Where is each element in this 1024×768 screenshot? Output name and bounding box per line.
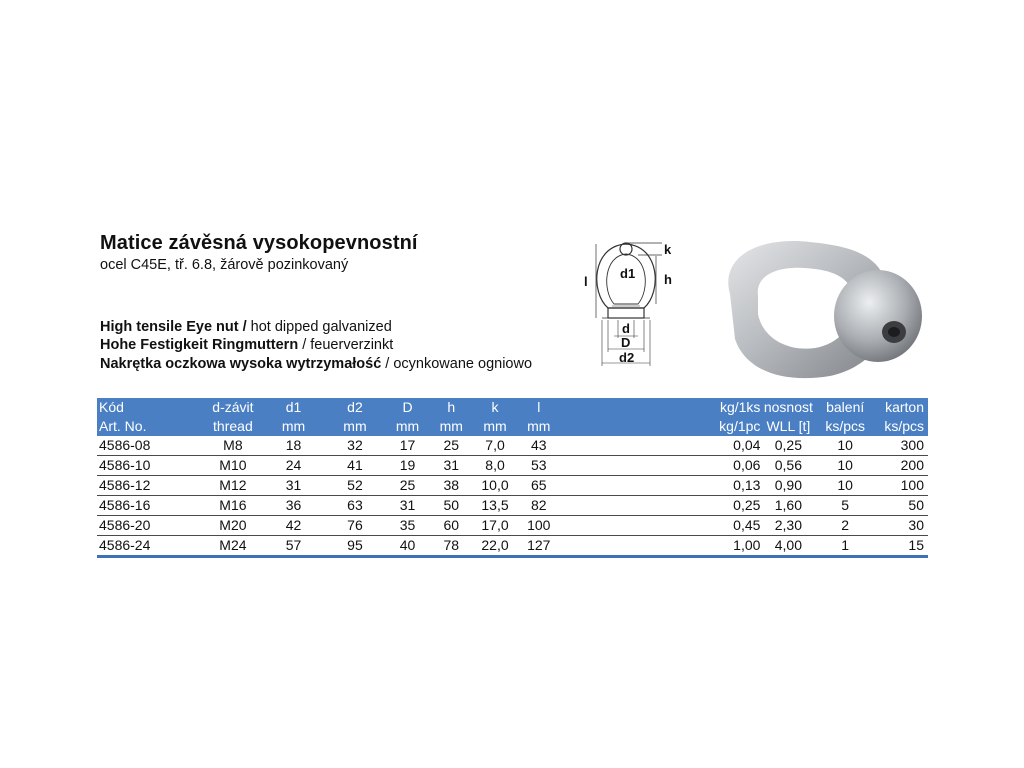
header-cell: mm bbox=[473, 417, 517, 436]
table-cell: 82 bbox=[517, 496, 561, 516]
header-cell: thread bbox=[203, 417, 263, 436]
description-en-normal: hot dipped galvanized bbox=[246, 319, 392, 335]
table-row bbox=[97, 516, 928, 536]
table-cell: 7,0 bbox=[473, 436, 517, 456]
table-cell: M12 bbox=[203, 476, 263, 496]
table-row bbox=[97, 496, 928, 516]
table-cell: 100 bbox=[874, 476, 928, 496]
table-cell: 25 bbox=[429, 436, 473, 456]
table-cell: 60 bbox=[429, 516, 473, 536]
label-l: l bbox=[584, 274, 588, 289]
table-cell: 4586-24 bbox=[97, 536, 203, 557]
table-cell: 50 bbox=[874, 496, 928, 516]
table-cell: 127 bbox=[517, 536, 561, 557]
row-spacer bbox=[561, 536, 709, 557]
table-cell: 42 bbox=[263, 516, 324, 536]
header-spacer bbox=[561, 417, 709, 436]
table-cell: 4586-16 bbox=[97, 496, 203, 516]
header-cell: Art. No. bbox=[97, 417, 203, 436]
header-cell: mm bbox=[324, 417, 385, 436]
description-de-normal: / feuerverzinkt bbox=[298, 337, 394, 353]
table-row bbox=[97, 456, 928, 476]
header-cell: d2 bbox=[324, 398, 385, 417]
header-cell: nosnost bbox=[760, 398, 816, 417]
header-cell: balení bbox=[816, 398, 874, 417]
table-cell: 40 bbox=[386, 536, 430, 557]
table-cell: 22,0 bbox=[473, 536, 517, 557]
table-cell: 0,04 bbox=[709, 436, 761, 456]
header-cell: mm bbox=[429, 417, 473, 436]
table-cell: 0,45 bbox=[709, 516, 761, 536]
eye-boss bbox=[834, 270, 922, 362]
header-cell: ks/pcs bbox=[874, 417, 928, 436]
header-cell: k bbox=[473, 398, 517, 417]
table-cell: 4586-08 bbox=[97, 436, 203, 456]
table-cell: 95 bbox=[324, 536, 385, 557]
table-cell: 15 bbox=[874, 536, 928, 557]
table-cell: 0,06 bbox=[709, 456, 761, 476]
table-cell: 100 bbox=[517, 516, 561, 536]
table-cell: 0,25 bbox=[709, 496, 761, 516]
table-cell: 41 bbox=[324, 456, 385, 476]
header-cell: h bbox=[429, 398, 473, 417]
header-cell: d-závit bbox=[203, 398, 263, 417]
header-cell: karton bbox=[874, 398, 928, 417]
table-cell: 10 bbox=[816, 456, 874, 476]
header-cell: kg/1ks bbox=[709, 398, 761, 417]
row-spacer bbox=[561, 476, 709, 496]
label-k: k bbox=[664, 242, 672, 257]
table-cell: 63 bbox=[324, 496, 385, 516]
table-cell: 31 bbox=[263, 476, 324, 496]
spec-table bbox=[97, 398, 928, 558]
table-cell: 19 bbox=[386, 456, 430, 476]
table-cell: 300 bbox=[874, 436, 928, 456]
table-cell: 1 bbox=[816, 536, 874, 557]
label-d2: d2 bbox=[619, 350, 635, 365]
header-cell: mm bbox=[386, 417, 430, 436]
table-cell: 0,25 bbox=[760, 436, 816, 456]
table-cell: 30 bbox=[874, 516, 928, 536]
label-d: d bbox=[622, 321, 630, 336]
table-cell: M8 bbox=[203, 436, 263, 456]
table-row bbox=[97, 436, 928, 456]
description-en bbox=[100, 318, 392, 336]
table-cell: M16 bbox=[203, 496, 263, 516]
table-cell: 17,0 bbox=[473, 516, 517, 536]
description-de bbox=[100, 336, 393, 354]
table-cell: 17 bbox=[386, 436, 430, 456]
description-de-bold: Hohe Festigkeit Ringmuttern bbox=[100, 337, 299, 353]
header-cell: mm bbox=[263, 417, 324, 436]
eye-nut-photo bbox=[710, 224, 932, 390]
product-title: Matice závěsná vysokopevnostní bbox=[100, 232, 418, 254]
table-cell: 4586-12 bbox=[97, 476, 203, 496]
header-cell: ks/pcs bbox=[816, 417, 874, 436]
table-cell: 0,13 bbox=[709, 476, 761, 496]
table-header-row bbox=[97, 417, 928, 436]
header-cell: d1 bbox=[263, 398, 324, 417]
header-cell: mm bbox=[517, 417, 561, 436]
description-pl-normal: / ocynkowane ogniowo bbox=[381, 356, 533, 372]
dimension-diagram bbox=[576, 236, 686, 374]
description-pl bbox=[100, 355, 532, 373]
table-cell: 200 bbox=[874, 456, 928, 476]
table-cell: 5 bbox=[816, 496, 874, 516]
row-spacer bbox=[561, 496, 709, 516]
table-cell: M10 bbox=[203, 456, 263, 476]
table-cell: 2 bbox=[816, 516, 874, 536]
table-cell: 24 bbox=[263, 456, 324, 476]
table-cell: 52 bbox=[324, 476, 385, 496]
table-cell: 0,56 bbox=[760, 456, 816, 476]
description-pl-bold: Nakrętka oczkowa wysoka wytrzymałość bbox=[100, 356, 382, 372]
table-cell: 57 bbox=[263, 536, 324, 557]
table-cell: 65 bbox=[517, 476, 561, 496]
table-cell: 32 bbox=[324, 436, 385, 456]
table-cell: 1,60 bbox=[760, 496, 816, 516]
table-cell: 25 bbox=[386, 476, 430, 496]
header-cell: kg/1pc bbox=[709, 417, 761, 436]
table-cell: 35 bbox=[386, 516, 430, 536]
table-cell: 38 bbox=[429, 476, 473, 496]
header-cell: D bbox=[386, 398, 430, 417]
table-cell: 2,30 bbox=[760, 516, 816, 536]
table-cell: 31 bbox=[429, 456, 473, 476]
table-cell: 31 bbox=[386, 496, 430, 516]
table-cell: M20 bbox=[203, 516, 263, 536]
table-cell: 4586-10 bbox=[97, 456, 203, 476]
header-spacer bbox=[561, 398, 709, 417]
label-h: h bbox=[664, 272, 672, 287]
table-header-row bbox=[97, 398, 928, 417]
table-cell: 10,0 bbox=[473, 476, 517, 496]
table-cell: 78 bbox=[429, 536, 473, 557]
table-cell: 36 bbox=[263, 496, 324, 516]
header-cell: l bbox=[517, 398, 561, 417]
nut-hole bbox=[620, 243, 632, 255]
label-D: D bbox=[621, 335, 631, 350]
table-row bbox=[97, 476, 928, 496]
row-spacer bbox=[561, 456, 709, 476]
table-cell: 13,5 bbox=[473, 496, 517, 516]
product-subtitle: ocel C45E, tř. 6.8, žárově pozinkovaný bbox=[100, 257, 349, 273]
table-cell: 4586-20 bbox=[97, 516, 203, 536]
table-cell: 50 bbox=[429, 496, 473, 516]
table-cell: 18 bbox=[263, 436, 324, 456]
table-cell: 43 bbox=[517, 436, 561, 456]
base-rect bbox=[608, 308, 644, 318]
label-d1: d1 bbox=[620, 266, 636, 281]
table-cell: 0,90 bbox=[760, 476, 816, 496]
header-cell: WLL [t] bbox=[760, 417, 816, 436]
row-spacer bbox=[561, 436, 709, 456]
table-cell: 10 bbox=[816, 436, 874, 456]
table-cell: 1,00 bbox=[709, 536, 761, 557]
table-cell: 53 bbox=[517, 456, 561, 476]
row-spacer bbox=[561, 516, 709, 536]
table-cell: M24 bbox=[203, 536, 263, 557]
table-cell: 76 bbox=[324, 516, 385, 536]
table-row bbox=[97, 536, 928, 557]
table-cell: 4,00 bbox=[760, 536, 816, 557]
header-cell: Kód bbox=[97, 398, 203, 417]
table-cell: 10 bbox=[816, 476, 874, 496]
table-cell: 8,0 bbox=[473, 456, 517, 476]
description-en-bold: High tensile Eye nut / bbox=[100, 319, 247, 335]
